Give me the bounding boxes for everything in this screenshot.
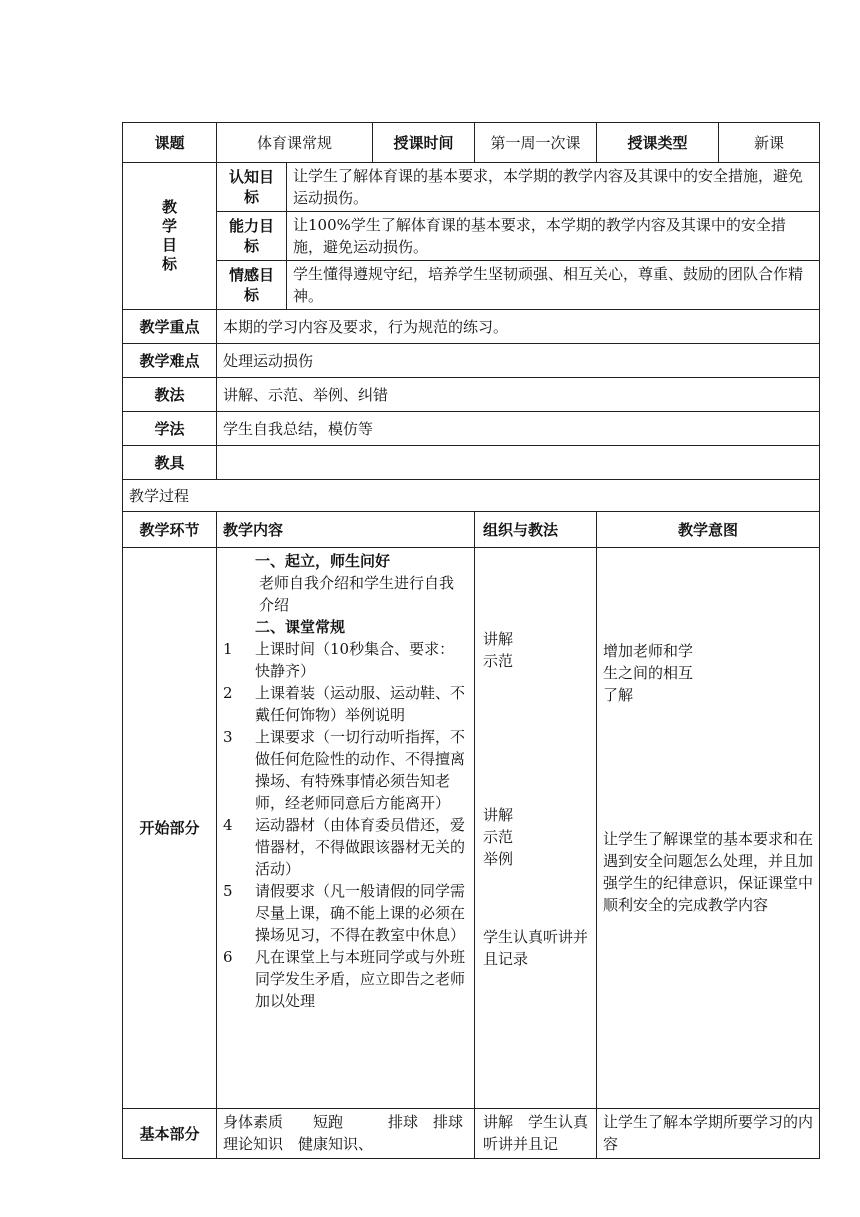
info-label: 学法 [123,412,217,446]
lesson-plan [122,122,819,1159]
list-item: 5 请假要求（凡一般请假的同学需尽量上课，确不能上课的必须在操场见习，不得在教室中休息） [223,882,466,944]
goal-text: 让100%学生了解体育课的基本要求，本学期的教学内容及其课中的安全措施，避免运动损伤。 [287,212,820,261]
basic-method: 讲解 学生认真听讲并且记 [475,1109,597,1159]
time-label: 授课时间 [373,123,475,163]
info-value [217,446,820,480]
lesson-table [122,122,820,1159]
info-value: 处理运动损伤 [217,344,820,378]
type-value: 新课 [719,123,820,163]
col-method: 组织与教法 [475,512,597,548]
goal-text: 学生懂得遵规守纪，培养学生坚韧顽强、相互关心，尊重、鼓励的团队合作精神。 [287,261,820,310]
topic-label: 课题 [123,123,217,163]
process-title: 教学过程 [123,480,820,512]
list-item: 2 上课着装（运动服、运动鞋、不戴任何饰物）举例说明 [223,684,466,724]
start-part-row [123,548,820,1109]
start-content [217,548,475,1109]
list-item: 4 运动器材（由体育委员借还，爱惜器材，不得做跟该器材无关的活动） [223,816,466,878]
stage-label: 基本部分 [123,1109,217,1159]
content-heading: 二、课堂常规 [255,618,346,636]
info-row [123,344,820,378]
info-row [123,378,820,412]
info-row [123,310,820,344]
process-header-row [123,512,820,548]
goal-text: 让学生了解体育课的基本要求，本学期的教学内容及其课中的安全措施，避免运动损伤。 [287,163,820,212]
start-intent: 增加老师和学生之间的相互了解 让学生了解课堂的基本要求和在遇到安全问题怎么处理，并且加强学生的纪律意识，保证课堂中顺利安全的完成教学内容 [597,548,820,1109]
goal-row [123,212,820,261]
col-stage: 教学环节 [123,512,217,548]
info-label: 教法 [123,378,217,412]
goal-row [123,261,820,310]
col-intent: 教学意图 [597,512,820,548]
basic-content: 身体素质 短跑 排球 排球理论知识 健康知识、 [217,1109,475,1159]
info-label: 教具 [123,446,217,480]
list-item: 6 凡在课堂上与本班同学或与外班同学发生矛盾，应立即告之老师加以处理 [223,948,466,1010]
info-label: 教学难点 [123,344,217,378]
start-method: 讲解 示范 讲解 示范 举例 学生认真听讲并且记录 [475,548,597,1109]
col-content: 教学内容 [217,512,475,548]
info-value: 本期的学习内容及要求，行为规范的练习。 [217,310,820,344]
process-title-row [123,480,820,512]
type-label: 授课类型 [597,123,719,163]
basic-part-row [123,1109,820,1159]
list-item: 1 上课时间（10秒集合、要求：快静齐） [223,640,455,680]
info-label: 教学重点 [123,310,217,344]
header-row [123,123,820,163]
info-value: 学生自我总结，模仿等 [217,412,820,446]
basic-intent: 让学生了解本学期所要学习的内容 [597,1109,820,1159]
topic-value: 体育课常规 [217,123,373,163]
info-row [123,412,820,446]
content-heading: 一、起立，师生问好 [255,552,391,570]
content-intro: 老师自我介绍和学生进行自我介绍 [259,574,455,614]
goals-label: 教 学 目 标 [123,163,217,310]
goal-label: 情感目标 [217,261,287,310]
goal-row [123,163,820,212]
info-value: 讲解、示范、举例、纠错 [217,378,820,412]
time-value: 第一周一次课 [475,123,597,163]
goal-label: 能力目标 [217,212,287,261]
info-row [123,446,820,480]
goal-label: 认知目标 [217,163,287,212]
list-item: 3 上课要求（一切行动听指挥，不做任何危险性的动作、不得擅离操场、有特殊事情必须告知老师，经老师同意后方能离开） [223,728,466,812]
stage-label: 开始部分 [123,548,217,1109]
